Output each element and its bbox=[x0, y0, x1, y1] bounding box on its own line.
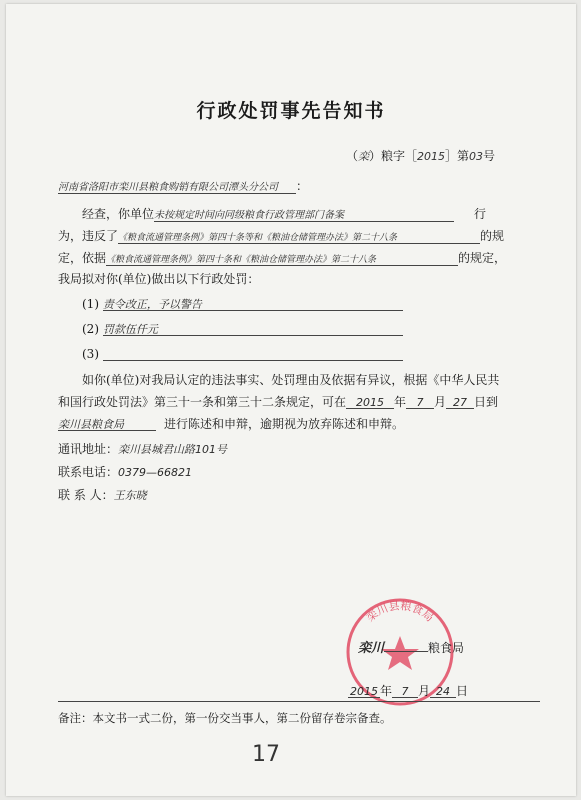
penalty-label-1: (1) bbox=[82, 297, 99, 311]
footer-note: 备注：本文书一式二份，第一份交当事人，第二份留存卷宗备查。 bbox=[58, 711, 392, 725]
para7-place-handwritten: 栾川县粮食局 bbox=[58, 419, 156, 431]
contact-address bbox=[58, 443, 227, 455]
contact-phone-handwritten: 0379—66821 bbox=[118, 466, 193, 479]
para3-law-handwritten: 《粮食流通管理条例》第四十条和《粮油仓储管理办法》第二十八条 bbox=[106, 256, 458, 266]
docno-middle: ）粮字［ bbox=[369, 149, 418, 163]
docno-end: 号 bbox=[483, 149, 496, 163]
penalty-item-1 bbox=[82, 298, 403, 311]
paragraph-line-5: 如你(单位)对我局认定的违法事实、处罚理由及依据有异议，根据《中华人民共 bbox=[82, 373, 500, 387]
para3-lead: 定，依据 bbox=[58, 251, 107, 265]
date-month-handwritten: 7 bbox=[392, 686, 418, 698]
contact-person-label: 联 系 人： bbox=[58, 488, 114, 502]
contact-address-handwritten: 栾川县城君山路101号 bbox=[118, 443, 228, 456]
para6-lead: 和国行政处罚法》第三十一条和第三十二条规定，可在 bbox=[58, 395, 347, 409]
para1-lead: 经查，你单位 bbox=[82, 207, 155, 221]
para6-year-handwritten: 2015 bbox=[346, 397, 394, 409]
docno-suffix: ］第 bbox=[445, 149, 470, 163]
para6-year: 年 bbox=[394, 395, 407, 409]
paragraph-line-4: 我局拟对你(单位)做出以下行政处罚： bbox=[58, 272, 260, 286]
date-year-handwritten: 2015 bbox=[350, 685, 378, 698]
penalty-item-2 bbox=[82, 323, 403, 336]
paragraph-line-7 bbox=[58, 418, 404, 431]
para1-fact-handwritten: 未按规定时间向同级粮食行政管理部门备案 bbox=[154, 211, 454, 222]
docno-code-handwritten: 栾 bbox=[358, 150, 370, 163]
svg-text:栾川县粮食局 bbox=[363, 598, 436, 624]
date-month: 月 bbox=[418, 684, 431, 698]
document-number bbox=[346, 147, 495, 164]
penalty-item-3 bbox=[82, 348, 403, 361]
penalty-handwritten-2: 罚款伍仟元 bbox=[103, 324, 403, 336]
para2-lead: 为，违反了 bbox=[58, 229, 119, 243]
docno-number-handwritten: 03 bbox=[469, 150, 484, 163]
signature-line bbox=[358, 642, 464, 655]
para6-day-handwritten: 27 bbox=[446, 397, 474, 409]
recipient-handwritten: 河南省洛阳市栾川县粮食购销有限公司潭头分公司 bbox=[58, 183, 296, 194]
penalty-handwritten-3 bbox=[103, 349, 403, 361]
contact-person bbox=[58, 489, 147, 501]
date-day: 日 bbox=[456, 684, 469, 698]
paragraph-line-1 bbox=[82, 208, 486, 222]
signature-handwritten: 栾川 bbox=[358, 641, 385, 656]
docno-prefix: （ bbox=[346, 149, 359, 163]
penalty-label-3: (3) bbox=[82, 347, 99, 361]
date-year: 年 bbox=[380, 684, 393, 698]
signature-org: 粮食局 bbox=[428, 641, 465, 655]
contact-phone bbox=[58, 466, 192, 478]
penalty-handwritten-1: 责令改正，予以警告 bbox=[103, 299, 403, 311]
para7-tail: 进行陈述和申辩，逾期视为放弃陈述和申辩。 bbox=[164, 417, 405, 431]
para6-month: 月 bbox=[434, 395, 447, 409]
page-mark-handwritten: 17 bbox=[252, 742, 280, 767]
docno-year-handwritten: 2015 bbox=[417, 150, 446, 163]
issue-date bbox=[348, 685, 468, 698]
recipient-suffix: ： bbox=[296, 179, 309, 193]
para6-month-handwritten: 7 bbox=[406, 397, 434, 409]
date-day-handwritten: 24 bbox=[430, 686, 456, 698]
para2-tail: 的规 bbox=[480, 229, 505, 243]
contact-phone-label: 联系电话： bbox=[58, 465, 119, 479]
footer-divider bbox=[58, 701, 540, 702]
recipient-line bbox=[58, 180, 308, 194]
contact-person-handwritten: 王东晓 bbox=[113, 489, 147, 502]
contact-address-label: 通讯地址： bbox=[58, 442, 119, 456]
para6-day: 日到 bbox=[474, 395, 499, 409]
paragraph-line-2 bbox=[58, 230, 504, 244]
para1-tail: 行 bbox=[474, 207, 487, 221]
document-page bbox=[6, 4, 576, 796]
document-title: 行政处罚事先告知书 bbox=[196, 100, 386, 122]
para2-law-handwritten: 《粮食流通管理条例》第四十条等和《粮油仓储管理办法》第二十八条 bbox=[118, 234, 480, 244]
paragraph-line-6 bbox=[58, 396, 498, 409]
para3-tail: 的规定， bbox=[458, 251, 507, 265]
penalty-label-2: (2) bbox=[82, 322, 99, 336]
seal-text: 栾川县粮食局 bbox=[363, 599, 437, 625]
paragraph-line-3 bbox=[58, 252, 506, 266]
